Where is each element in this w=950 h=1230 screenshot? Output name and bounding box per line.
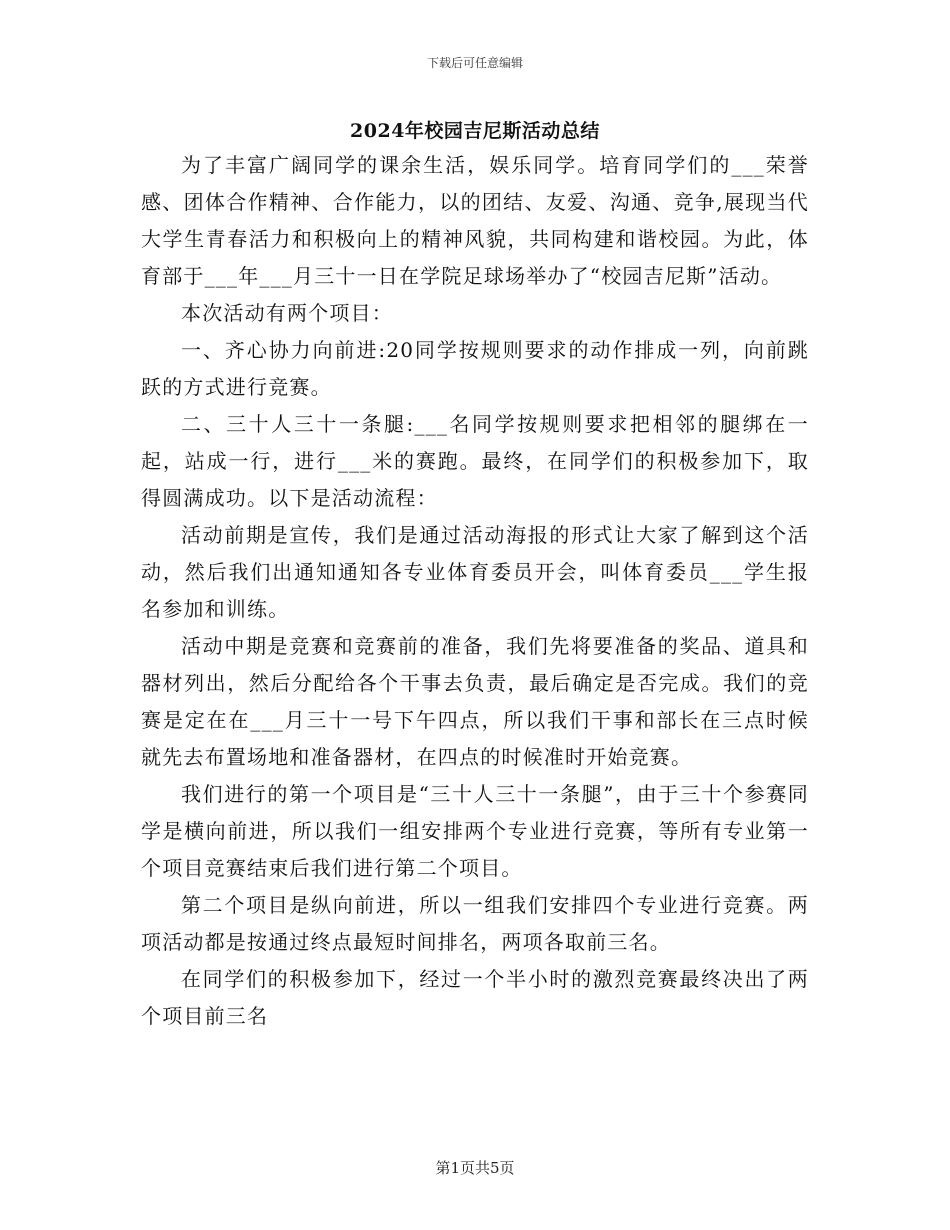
paragraph-second-event: 第二个项目是纵向前进，所以一组我们安排四个专业进行竞赛。两项活动都是按通过终点最短时间排名，两项各取前三名。 [141,893,809,954]
paragraph-first-event: 我们进行的第一个项目是“三十人三十一条腿”，由于三十个参赛同学是横向前进，所以我们一组安排两个专业进行竞赛，等所有专业第一个项目竞赛结束后我们进行第二个项目。 [141,782,809,880]
paragraph-results: 在同学们的积极参加下，经过一个半小时的激烈竞赛最终决出了两个项目前三名 [141,967,809,1028]
paragraph-item-one: 一、齐心协力向前进:20同学按规则要求的动作排成一列，向前跳跃的方式进行竞赛。 [141,338,809,399]
paragraph-items-intro: 本次活动有两个项目： [181,301,393,325]
paragraph-item-two: 二、三十人三十一条腿:___名同学按规则要求把相邻的腿绑在一起，站成一行，进行___米的赛跑。最终，在同学们的积极参加下，取得圆满成功。以下是活动流程： [141,412,809,510]
page-number: 第1页共5页 [435,1159,515,1177]
paragraph-middle-stage: 活动中期是竞赛和竞赛前的准备，我们先将要准备的奖品、道具和器材列出，然后分配给各个干事去负责，最后确定是否完成。我们的竞赛是定在在___月三十一号下午四点，所以我们干事和部长在三点时候就先去布置场地和准备器材，在四点的时候准时开始竞赛。 [141,634,809,769]
paragraph-early-stage: 活动前期是宣传，我们是通过活动海报的形式让大家了解到这个活动，然后我们出通知通知各专业体育委员开会，叫体育委员___学生报名参加和训练。 [141,523,809,621]
document-body [141,147,809,1035]
header-note: 下载后可任意编辑 [426,56,523,70]
document-title: 2024年校园吉尼斯活动总结 [350,120,600,142]
paragraph-intro: 为了丰富广阔同学的课余生活，娱乐同学。培育同学们的___荣誉感、团体合作精神、合作能力，以的团结、友爱、沟通、竞争,展现当代大学生青春活力和积极向上的精神风貌，共同构建和谐校园。为此，体育部于___年___月三十一日在学院足球场举办了“校园吉尼斯”活动。 [141,153,809,288]
